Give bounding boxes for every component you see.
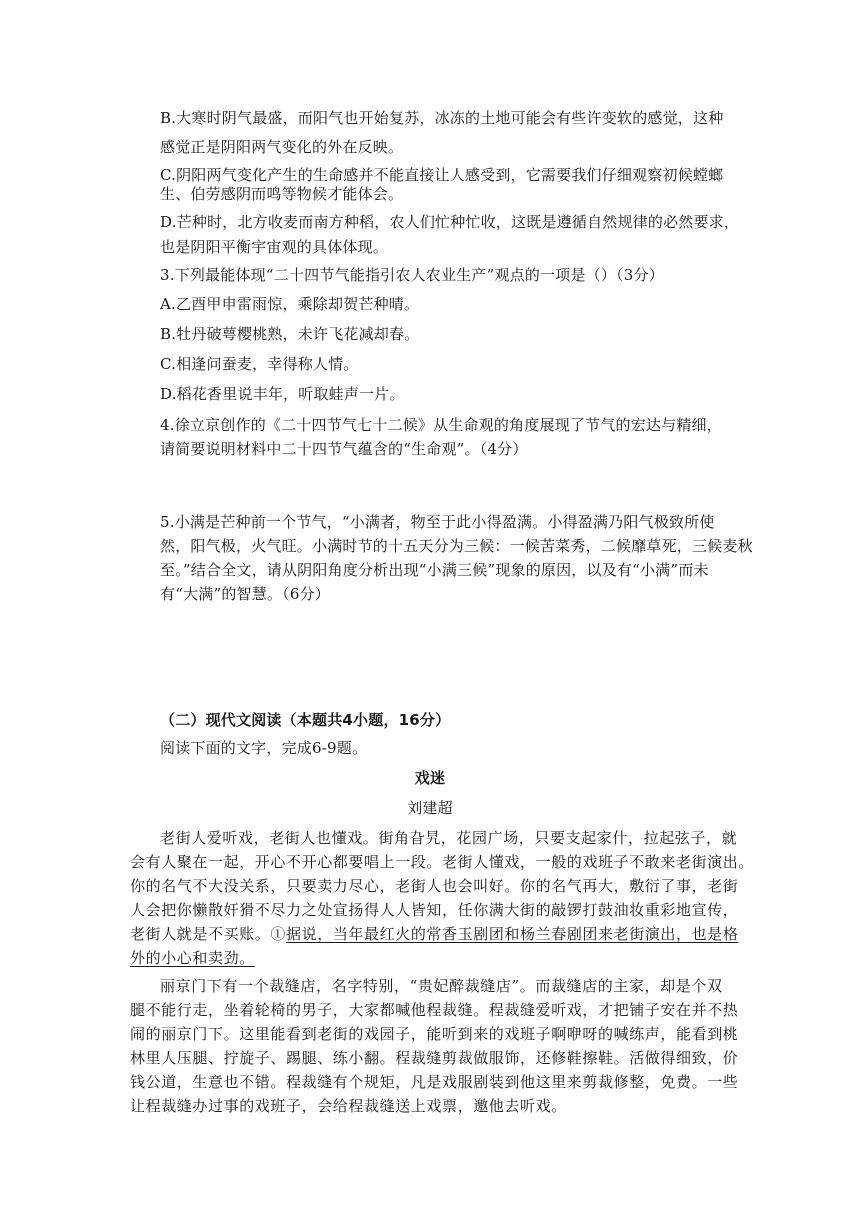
section-heading: （二）现代文阅读（本题共4小题，16分）	[160, 711, 451, 729]
q3-option-d: D.稻花香里说丰年，听取蛙声一片。	[160, 385, 405, 403]
p2-line2: 腿不能行走，坐着轮椅的男子，大家都喊他程裁缝。程裁缝爱听戏，才把铺子安在并不热	[130, 1001, 739, 1019]
p2-line1: 丽京门下有一个裁缝店，名字特别，“贵妃醉裁缝店”。而裁缝店的主家，却是个双	[160, 977, 723, 995]
p2-line4: 林里人压腿、拧旋子、踢腿、练小翻。程裁缝剪裁做服饰，还修鞋擦鞋。活做得细致，价	[130, 1049, 739, 1067]
q5-line4: 有“大满”的智慧。（6分）	[160, 585, 330, 603]
p1-line1-text: 老街人爱听戏，老街人也懂戏。街角旮旯，花园广场，只要支起家什，拉起弦子，就	[160, 829, 738, 847]
q4-line1: 4.徐立京创作的《二十四节气七十二候》从生命观的角度展现了节气的宏达与精细，	[160, 416, 722, 434]
p1-line5-underlined: 据说，当年最红火的常香玉剧团和杨兰春剧团来老街演出，也是格	[286, 925, 739, 943]
p1-line6	[130, 948, 255, 968]
q3-option-c: C.相逢问蚕麦，幸得称人情。	[160, 355, 359, 373]
q5-line2: 然，阳气极，火气旺。小满时节的十五天分为三候：一候苦菜秀，二候靡草死，三候麦秋	[160, 537, 753, 555]
p1-line3: 你的名气不大没关系，只要卖力尽心，老街人也会叫好。你的名气再大，敷衍了事，老街	[130, 877, 739, 895]
section-instruction: 阅读下面的文字，完成6-9题。	[160, 739, 368, 757]
q3-option-b: B.牡丹破萼樱桃熟，未许飞花减却春。	[160, 325, 420, 343]
circled-number-marker: ①	[270, 925, 287, 943]
q2-option-d-line2: 也是阴阳平衡宇宙观的具体体现。	[160, 238, 389, 256]
q5-line3: 至。”结合全文，请从阴阳角度分析出现“小满三候”现象的原因，以及有“小满”而未	[160, 561, 709, 579]
p1-line5-plain: 老街人就是不买账。	[130, 925, 271, 943]
passage-title: 戏迷	[414, 769, 446, 787]
p1-line1	[160, 828, 737, 848]
q2-option-b-line2: 感觉正是阴阳两气变化的外在反映。	[160, 138, 404, 156]
q4-line2: 请简要说明材料中二十四节气蕴含的“生命观”。（4分）	[160, 440, 528, 458]
q2-option-c-line2: 生、伯劳感阴而鸣等物候才能体会。	[160, 185, 404, 203]
q2-option-b-line1: B.大寒时阴气最盛，而阳气也开始复苏，冰冻的土地可能会有些许变软的感觉，这种	[160, 109, 724, 127]
q2-option-d-line1: D.芒种时，北方收麦而南方种稻，农人们忙种忙收，这既是遵循自然规律的必然要求，	[160, 213, 740, 231]
q2-option-c-line1: C.阴阳两气变化产生的生命感并不能直接让人感受到，它需要我们仔细观察初候螳螂	[160, 166, 724, 184]
p1-line6-underlined: 外的小心和卖劲。	[130, 949, 255, 967]
q3-stem: 3.下列最能体现“二十四节气能指引农人农业生产”观点的一项是（）（3分）	[160, 266, 664, 284]
p1-line5	[130, 924, 738, 944]
p2-line5: 钱公道，生意也不错。程裁缝有个规矩，凡是戏服剧装到他这里来剪裁修整，免费。一些	[130, 1073, 739, 1091]
p2-line3: 闹的丽京门下。这里能看到老街的戏园子，能听到来的戏班子啊咿呀的喊练声，能看到桃	[130, 1025, 739, 1043]
q5-line1: 5.小满是芒种前一个节气，“小满者，物至于此小得盈满。小得盈满乃阳气极致所使	[160, 513, 715, 531]
p1-line2: 会有人聚在一起，开心不开心都要唱上一段。老街人懂戏，一般的戏班子不敢来老街演出。	[130, 853, 755, 871]
passage-author: 刘建超	[407, 799, 453, 817]
q3-option-a: A.乙酉甲申雷雨惊，乘除却贺芒种晴。	[160, 295, 420, 313]
p1-line4: 人会把你懒散奸猾不尽力之处宣扬得人人皆知，任你满大街的敲锣打鼓油妆重彩地宣传，	[130, 901, 739, 919]
p2-line6: 让程裁缝办过事的戏班子，会给程裁缝送上戏票，邀他去听戏。	[130, 1097, 567, 1115]
